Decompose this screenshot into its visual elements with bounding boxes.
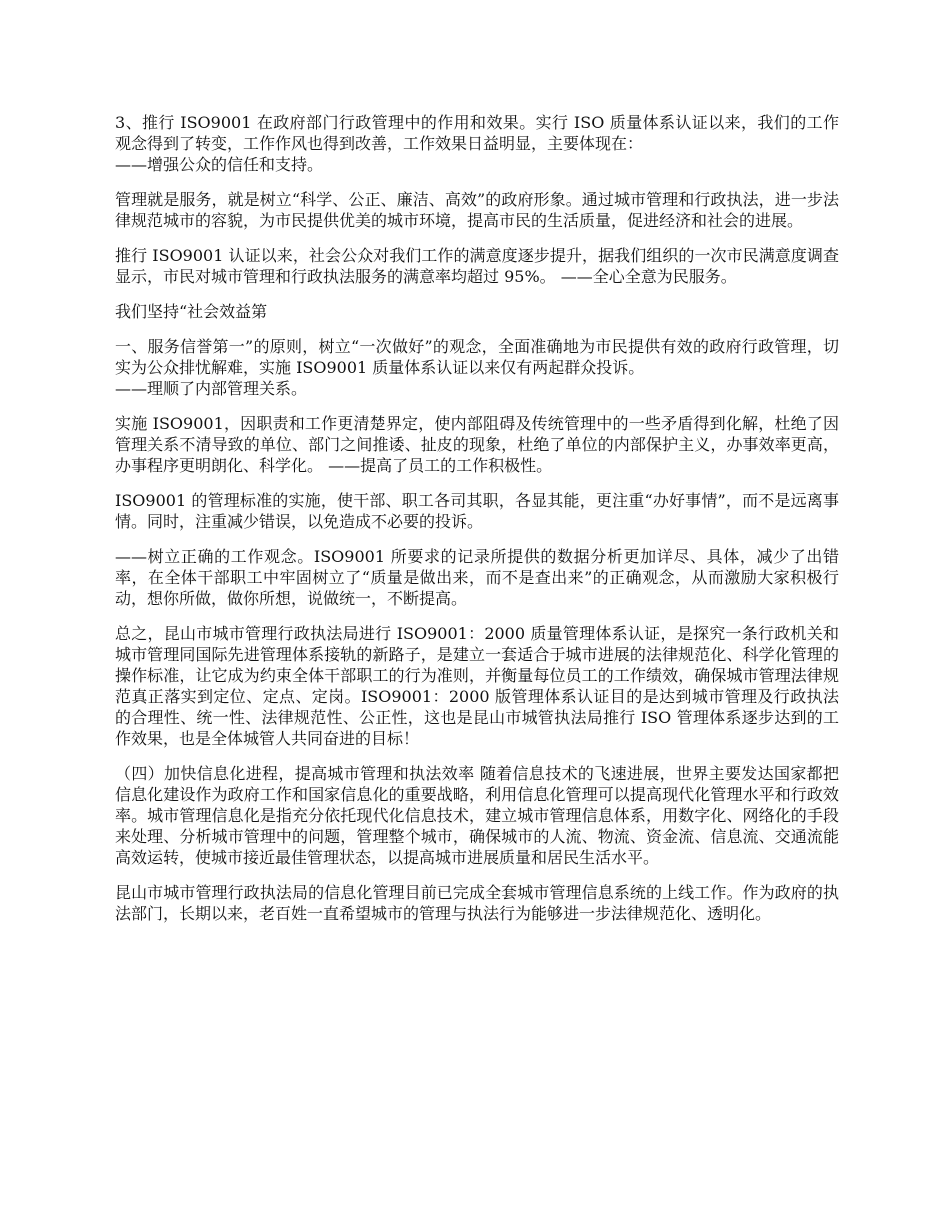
paragraph-social-benefit (115, 301, 839, 322)
paragraph-line: （四）加快信息化进程，提高城市管理和执法效率 随着信息技术的飞速进展，世界主要发达国家都把信息化建设作为政府工作和国家信息化的重要战略，利用信息化管理可以提高现代化管理水平和行政效率。城市管理信息化是指充分依托现代化信息技术，建立城市管理信息体系，用数字化、网络化的手段来处理、分析城市管理中的问题，管理整个城市，确保城市的人流、物流、资金流、信息流、交通流能高效运转，使城市接近最佳管理状态，以提高城市进展质量和居民生活水平。 (115, 764, 839, 867)
paragraph-line: ——增强公众的信任和支持。 (115, 155, 324, 174)
paragraph-line: 管理就是服务，就是树立“科学、公正、廉洁、高效”的政府形象。通过城市管理和行政执法，进一步法律规范城市的容貌，为市民提供优美的城市环境，提高市民的生活质量，促进经济和社会的进展。 (115, 190, 839, 230)
paragraph-iso-effects (115, 112, 839, 175)
paragraph-line: ——树立正确的工作观念。ISO9001 所要求的记录所提供的数据分析更加详尽、具体，减少了出错率，在全体干部职工中牢固树立了“质量是做出来，而不是查出来”的正确观念，从而激励大家积极行动，想你所做，做你所想，说做统一，不断提高。 (115, 547, 839, 608)
paragraph-satisfaction (115, 245, 839, 287)
paragraph-line: 推行 ISO9001 认证以来，社会公众对我们工作的满意度逐步提升，据我们组织的一次市民满意度调查显示，市民对城市管理和行政执法服务的满意率均超过 95%。 ——全心全意为民服务。 (115, 246, 839, 286)
paragraph-summary (115, 623, 839, 749)
paragraph-line: 我们坚持“社会效益第 (115, 302, 268, 321)
paragraph-line: 昆山市城市管理行政执法局的信息化管理目前已完成全套城市管理信息系统的上线工作。作为政府的执法部门，长期以来，老百姓一直希望城市的管理与执法行为能够进一步法律规范化、透明化。 (115, 883, 839, 923)
paragraph-management-service (115, 189, 839, 231)
paragraph-internal-relations (115, 413, 839, 476)
paragraph-informatization (115, 763, 839, 868)
paragraph-standards (115, 490, 839, 532)
paragraph-line: ISO9001 的管理标准的实施，使干部、职工各司其职，各显其能，更注重“办好事情”，而不是远离事情。同时，注重减少错误，以免造成不必要的投诉。 (115, 491, 839, 531)
paragraph-line: 实施 ISO9001，因职责和工作更清楚界定，使内部阻碍及传统管理中的一些矛盾得到化解，杜绝了因管理关系不清导致的单位、部门之间推诿、扯皮的现象，杜绝了单位的内部保护主义，办事效率更高，办事程序更明朗化、科学化。 ——提高了员工的工作积极性。 (115, 414, 839, 475)
paragraph-info-system (115, 882, 839, 924)
paragraph-line: 3、推行 ISO9001 在政府部门行政管理中的作用和效果。实行 ISO 质量体系认证以来，我们的工作观念得到了转变，工作作风也得到改善，工作效果日益明显，主要体现在： (115, 113, 839, 153)
paragraph-line: 一、服务信誉第一”的原则，树立“一次做好”的观念，全面准确地为市民提供有效的政府行政管理，切实为公众排忧解难，实施 ISO9001 质量体系认证以来仅有两起群众投诉。 (115, 337, 839, 377)
paragraph-line: 总之，昆山市城市管理行政执法局进行 ISO9001：2000 质量管理体系认证，是探究一条行政机关和城市管理同国际先进管理体系接轨的新路子，是建立一套适合于城市进展的法律规范化、科学化管理的操作标准，让它成为约束全体干部职工的行为准则，并衡量每位员工的工作绩效，确保城市管理法律规范真正落实到定位、定点、定岗。ISO9001：2000 版管理体系认证目的是达到城市管理及行政执法的合理性、统一性、法律规范性、公正性，这也是昆山市城管执法局推行 ISO 管理体系逐步达到的工作效果，也是全体城管人共同奋进的目标！ (115, 624, 839, 748)
document-page (115, 112, 839, 938)
paragraph-service-credit (115, 336, 839, 399)
paragraph-work-concept (115, 546, 839, 609)
paragraph-line: ——理顺了内部管理关系。 (115, 379, 308, 398)
